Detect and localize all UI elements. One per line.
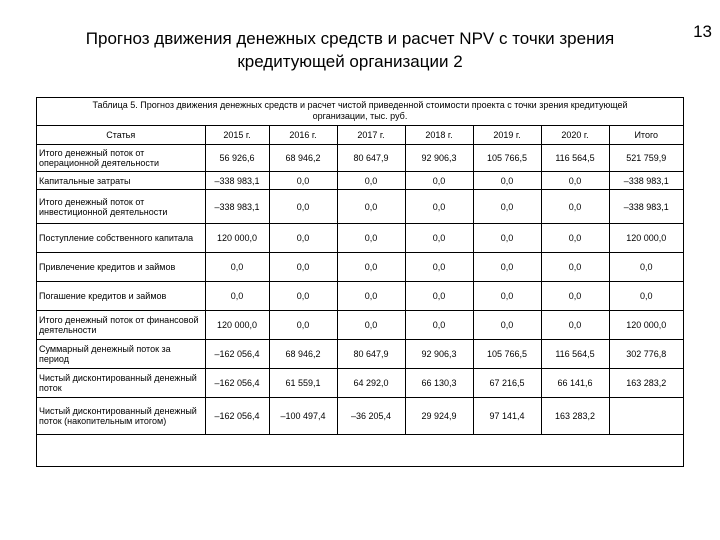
column-header: 2020 г. [541, 126, 609, 145]
value-cell: 0,0 [473, 282, 541, 311]
table-row [37, 253, 683, 282]
row-label-cell: Итого денежный поток от операционной деятельности [37, 145, 205, 172]
table-row [37, 145, 683, 172]
value-cell: 0,0 [337, 224, 405, 253]
value-cell: 163 283,2 [541, 398, 609, 435]
value-cell: 0,0 [405, 172, 473, 190]
page-number: 13 [693, 22, 712, 41]
value-cell: 0,0 [405, 190, 473, 224]
row-label-cell: Погашение кредитов и займов [37, 282, 205, 311]
table-row [37, 282, 683, 311]
slide-title-line-1: Прогноз движения денежных средств и расчет NPV с точки зрения [85, 29, 615, 48]
value-cell: 80 647,9 [337, 145, 405, 172]
value-cell [609, 398, 683, 435]
value-cell: 56 926,6 [205, 145, 269, 172]
row-label-cell: Итого денежный поток от финансовой деятельности [37, 311, 205, 340]
table-body [37, 145, 683, 435]
value-cell: –100 497,4 [269, 398, 337, 435]
value-cell: –338 983,1 [609, 172, 683, 190]
value-cell: –36 205,4 [337, 398, 405, 435]
table-row [37, 369, 683, 398]
row-label-cell: Итого денежный поток от инвестиционной деятельности [37, 190, 205, 224]
value-cell: 68 946,2 [269, 340, 337, 369]
value-cell: 120 000,0 [205, 311, 269, 340]
value-cell: 0,0 [473, 224, 541, 253]
value-cell: 0,0 [541, 172, 609, 190]
value-cell: –162 056,4 [205, 340, 269, 369]
table-row [37, 311, 683, 340]
value-cell: 0,0 [405, 282, 473, 311]
value-cell: 29 924,9 [405, 398, 473, 435]
value-cell: 64 292,0 [337, 369, 405, 398]
value-cell: 0,0 [337, 172, 405, 190]
column-header: Статья [37, 126, 205, 145]
value-cell: 0,0 [609, 282, 683, 311]
value-cell: 0,0 [541, 311, 609, 340]
value-cell: 0,0 [473, 190, 541, 224]
value-cell: 0,0 [269, 190, 337, 224]
value-cell: 0,0 [205, 253, 269, 282]
value-cell: 0,0 [473, 172, 541, 190]
value-cell: –338 983,1 [609, 190, 683, 224]
row-label-cell: Привлечение кредитов и займов [37, 253, 205, 282]
value-cell: 120 000,0 [205, 224, 269, 253]
row-label-cell: Поступление собственного капитала [37, 224, 205, 253]
value-cell: –162 056,4 [205, 369, 269, 398]
value-cell: 0,0 [541, 224, 609, 253]
cash-flow-table [37, 125, 683, 435]
value-cell: 120 000,0 [609, 311, 683, 340]
value-cell: 0,0 [269, 172, 337, 190]
value-cell: 0,0 [473, 253, 541, 282]
value-cell: 120 000,0 [609, 224, 683, 253]
value-cell: 0,0 [473, 311, 541, 340]
value-cell: 0,0 [541, 253, 609, 282]
value-cell: –162 056,4 [205, 398, 269, 435]
table-row [37, 398, 683, 435]
value-cell: 68 946,2 [269, 145, 337, 172]
cash-flow-table-frame [36, 97, 684, 467]
column-header: 2018 г. [405, 126, 473, 145]
value-cell: 0,0 [405, 253, 473, 282]
value-cell: 0,0 [337, 311, 405, 340]
table-row [37, 340, 683, 369]
value-cell: 92 906,3 [405, 340, 473, 369]
value-cell: 0,0 [405, 311, 473, 340]
table-row [37, 190, 683, 224]
value-cell: 0,0 [337, 253, 405, 282]
value-cell: 0,0 [269, 253, 337, 282]
value-cell: 61 559,1 [269, 369, 337, 398]
value-cell: 116 564,5 [541, 340, 609, 369]
value-cell: 0,0 [269, 224, 337, 253]
value-cell: 0,0 [337, 190, 405, 224]
row-label-cell: Чистый дисконтированный денежный поток [37, 369, 205, 398]
value-cell: 302 776,8 [609, 340, 683, 369]
column-header: 2015 г. [205, 126, 269, 145]
table-row [37, 224, 683, 253]
column-header: Итого [609, 126, 683, 145]
value-cell: 116 564,5 [541, 145, 609, 172]
value-cell: 0,0 [205, 282, 269, 311]
column-header: 2016 г. [269, 126, 337, 145]
row-label-cell: Чистый дисконтированный денежный поток (накопительным итогом) [37, 398, 205, 435]
value-cell: 105 766,5 [473, 145, 541, 172]
value-cell: 80 647,9 [337, 340, 405, 369]
value-cell: 0,0 [609, 253, 683, 282]
value-cell: 66 130,3 [405, 369, 473, 398]
value-cell: 66 141,6 [541, 369, 609, 398]
value-cell: 0,0 [405, 224, 473, 253]
table-caption: Таблица 5. Прогноз движения денежных средств и расчет чистой приведенной стоимости проекта с точки зрения кредитующей организации, тыс. руб. [92, 100, 628, 121]
table-header-row [37, 126, 683, 145]
value-cell: 0,0 [541, 282, 609, 311]
row-label-cell: Капитальные затраты [37, 172, 205, 190]
column-header: 2019 г. [473, 126, 541, 145]
slide-title [40, 27, 660, 73]
value-cell: 97 141,4 [473, 398, 541, 435]
value-cell: –338 983,1 [205, 172, 269, 190]
column-header: 2017 г. [337, 126, 405, 145]
value-cell: 67 216,5 [473, 369, 541, 398]
table-row [37, 172, 683, 190]
value-cell: 163 283,2 [609, 369, 683, 398]
row-label-cell: Суммарный денежный поток за период [37, 340, 205, 369]
slide-title-line-2: кредитующей организации 2 [237, 52, 463, 71]
value-cell: 0,0 [269, 282, 337, 311]
value-cell: 0,0 [269, 311, 337, 340]
value-cell: 0,0 [337, 282, 405, 311]
value-cell: 521 759,9 [609, 145, 683, 172]
value-cell: 0,0 [541, 190, 609, 224]
value-cell: 92 906,3 [405, 145, 473, 172]
value-cell: 105 766,5 [473, 340, 541, 369]
value-cell: –338 983,1 [205, 190, 269, 224]
